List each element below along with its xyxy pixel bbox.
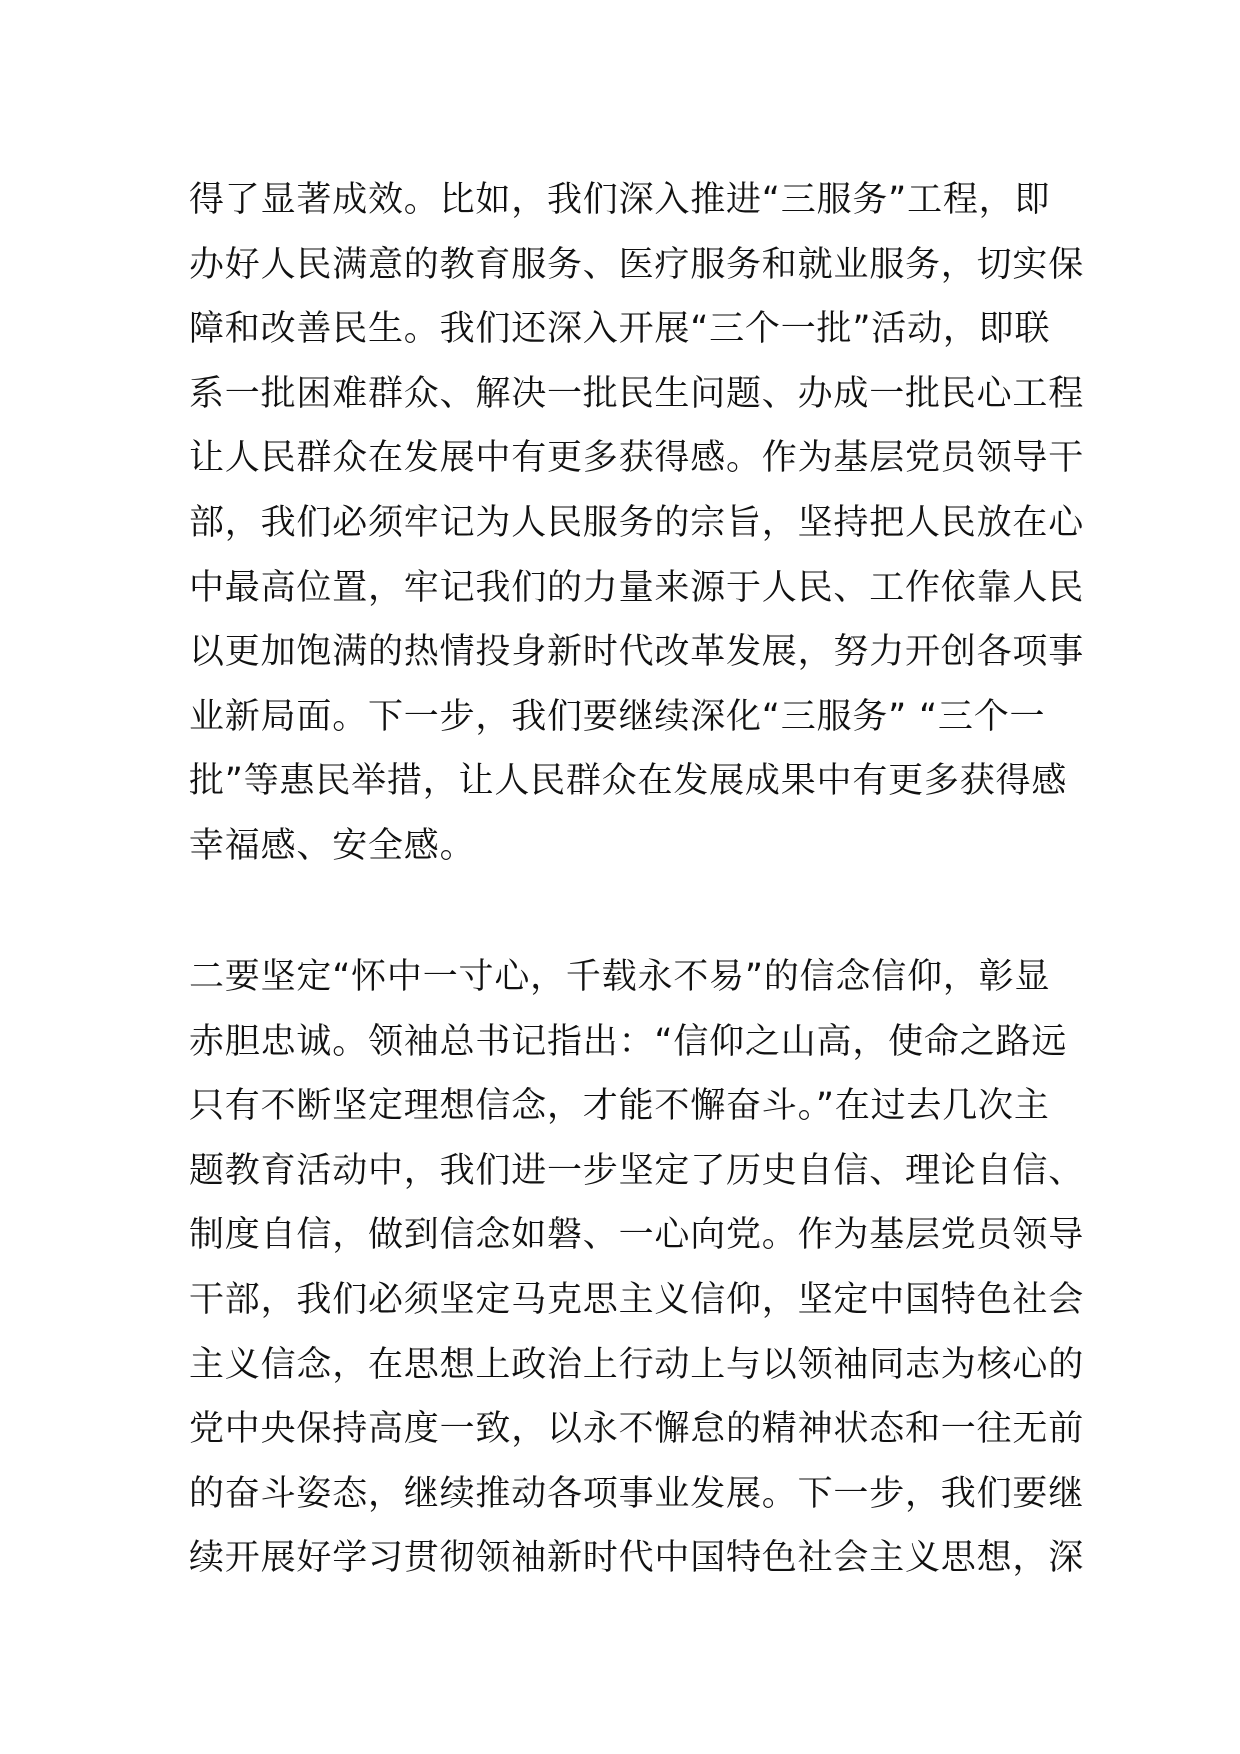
text-line: 中最高位置，牢记我们的力量来源于人民、工作依靠人民	[189, 567, 1085, 608]
text-line: 幸福感、安全感。	[189, 825, 476, 866]
paragraph-1	[189, 168, 1085, 879]
text-line: 题教育活动中，我们进一步坚定了历史自信、理论自信、	[189, 1150, 1085, 1191]
text-line: 的奋斗姿态，继续推动各项事业发展。下一步，我们要继	[189, 1473, 1085, 1514]
text-line: 以更加饱满的热情投身新时代改革发展，努力开创各项事	[189, 632, 1085, 673]
text-line: 办好人民满意的教育服务、医疗服务和就业服务，切实保	[189, 244, 1085, 285]
paragraph-2	[189, 945, 1085, 1591]
text-line: 制度自信，做到信念如磐、一心向党。作为基层党员领导	[189, 1215, 1085, 1256]
text-line: 党中央保持高度一致，以永不懈怠的精神状态和一往无前	[189, 1409, 1085, 1450]
text-line: 系一批困难群众、解决一批民生问题、办成一批民心工程	[189, 373, 1085, 414]
text-line: 让人民群众在发展中有更多获得感。作为基层党员领导干	[189, 438, 1085, 479]
text-line: 主义信念，在思想上政治上行动上与以领袖同志为核心的	[189, 1344, 1085, 1385]
text-line: 只有不断坚定理想信念，才能不懈奋斗。”在过去几次主	[189, 1086, 1050, 1127]
text-line: 续开展好学习贯彻领袖新时代中国特色社会主义思想，深	[189, 1538, 1085, 1579]
text-line: 赤胆忠诚。领袖总书记指出：“信仰之山高，使命之路远	[189, 1021, 1068, 1062]
text-line: 得了显著成效。比如，我们深入推进“三服务”工程，即	[189, 180, 1051, 220]
text-line: 干部，我们必须坚定马克思主义信仰，坚定中国特色社会	[189, 1279, 1085, 1320]
text-line: 业新局面。下一步，我们要继续深化“三服务” “三个一	[189, 696, 1046, 737]
text-line: 二要坚定“怀中一寸心，千载永不易”的信念信仰，彰显	[189, 957, 1051, 997]
text-line: 部，我们必须牢记为人民服务的宗旨，坚持把人民放在心	[189, 502, 1085, 543]
text-line: 障和改善民生。我们还深入开展“三个一批”活动，即联	[189, 309, 1051, 350]
text-line: 批”等惠民举措，让人民群众在发展成果中有更多获得感	[189, 761, 1068, 802]
